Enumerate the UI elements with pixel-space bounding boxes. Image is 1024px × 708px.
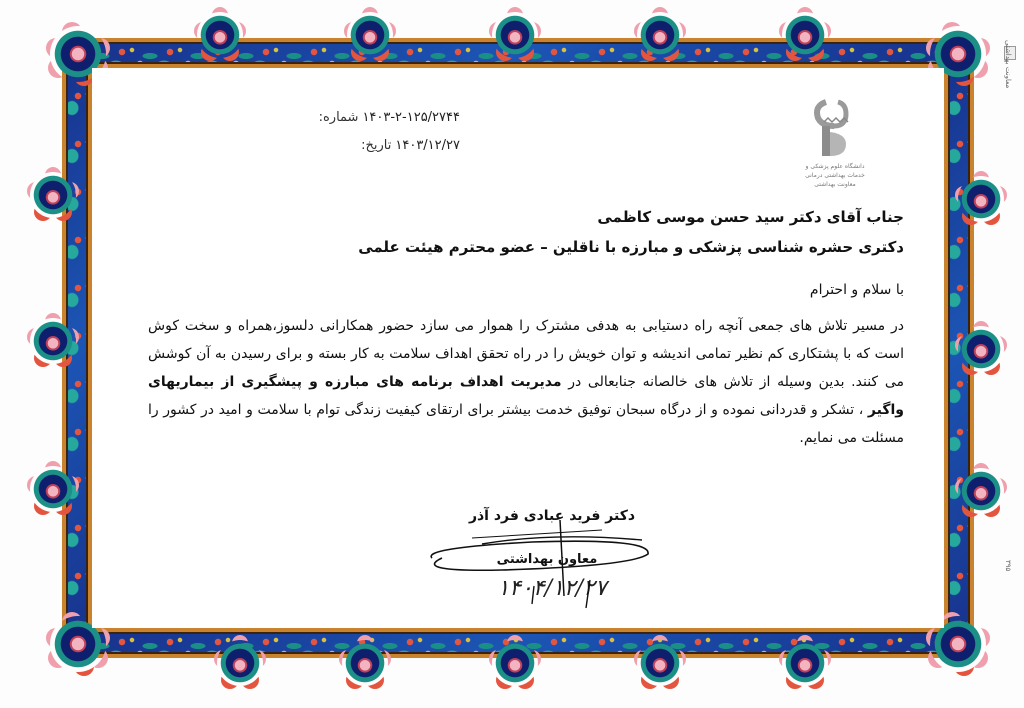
date-label: تاریخ: xyxy=(361,138,392,153)
number-label: شماره: xyxy=(318,110,359,125)
addressee-title: دکتری حشره شناسی پزشکی و مبارزه با ناقلین – عضو محترم هیئت علمی xyxy=(358,238,904,256)
signatory-title: معاون بهداشتی xyxy=(496,552,598,567)
medallion-ornament-icon xyxy=(492,12,538,58)
signature-block xyxy=(412,508,662,618)
medallion-ornament-icon xyxy=(342,640,388,686)
medallion-ornament-icon xyxy=(492,640,538,686)
greeting: با سلام و احترام xyxy=(809,282,904,298)
medallion-ornament-icon xyxy=(958,176,1004,222)
medallion-ornament-icon xyxy=(30,318,76,364)
date-value: ۱۴۰۳/۱۲/۲۷ xyxy=(395,138,460,153)
margin-note-bottom: ۳۹۵ xyxy=(1004,560,1012,572)
body-part-1: در مسیر تلاش های جمعی آنچه راه دستیابی به هدفی مشترک را هموار می سازد حضور همکارانی دلسوز،همراه و سخت کوش است که با پشتکاری کم نظیر تمامی اندیشه و توان خویش را در راه تحقق اهداف سلامت به کار بسته و برای رسیدن به آن کوشش می کنند. بدین وسیله از تلاش های خالصانه جنابعالی در xyxy=(148,318,904,390)
medallion-ornament-icon xyxy=(30,172,76,218)
medallion-ornament-icon xyxy=(782,640,828,686)
letter-date xyxy=(200,132,460,160)
body-bold-highlight: مدیریت اهداف برنامه های مبارزه و پیشگیری از بیماریهای واگیر xyxy=(148,374,904,418)
body-part-2: ، تشکر و قدردانی نموده و از درگاه سبحان توفیق خدمت بیشتر برای ارتقای کیفیت زندگی توام با سلامت و امید در کشور را مسئلت می نمایم. xyxy=(148,402,904,446)
margin-note-top: معاونت بهداشتی xyxy=(1004,40,1012,89)
signatory-name: دکتر فرید عبادی فرد آذر xyxy=(468,508,636,524)
medallion-ornament-icon xyxy=(637,12,683,58)
medallion-ornament-icon xyxy=(347,12,393,58)
logo-caption: دانشگاه علوم پزشکی و خدمات بهداشتی درمانی معاونت بهداشتی xyxy=(805,163,865,188)
addressee-name: جناب آقای دکتر سید حسن موسی کاظمی xyxy=(597,208,904,226)
letter-content xyxy=(92,68,944,628)
letter-body xyxy=(148,312,904,452)
medallion-ornament-icon xyxy=(217,640,263,686)
handwritten-date: ۱۴۰۴/۱۲/۲۷ xyxy=(497,576,607,601)
medallion-ornament-icon xyxy=(958,468,1004,514)
addressee-block xyxy=(264,202,904,262)
number-value: ۱۴۰۳-۲-۱۲۵/۲۷۴۴ xyxy=(362,110,460,125)
university-emblem-icon xyxy=(800,96,870,162)
medallion-ornament-icon xyxy=(637,640,683,686)
medallion-ornament-icon xyxy=(197,12,243,58)
medallion-ornament-icon xyxy=(30,466,76,512)
letter-number xyxy=(200,104,460,132)
reference-block xyxy=(200,104,460,160)
university-logo xyxy=(800,96,870,186)
medallion-ornament-icon xyxy=(782,12,828,58)
medallion-ornament-icon xyxy=(958,326,1004,372)
